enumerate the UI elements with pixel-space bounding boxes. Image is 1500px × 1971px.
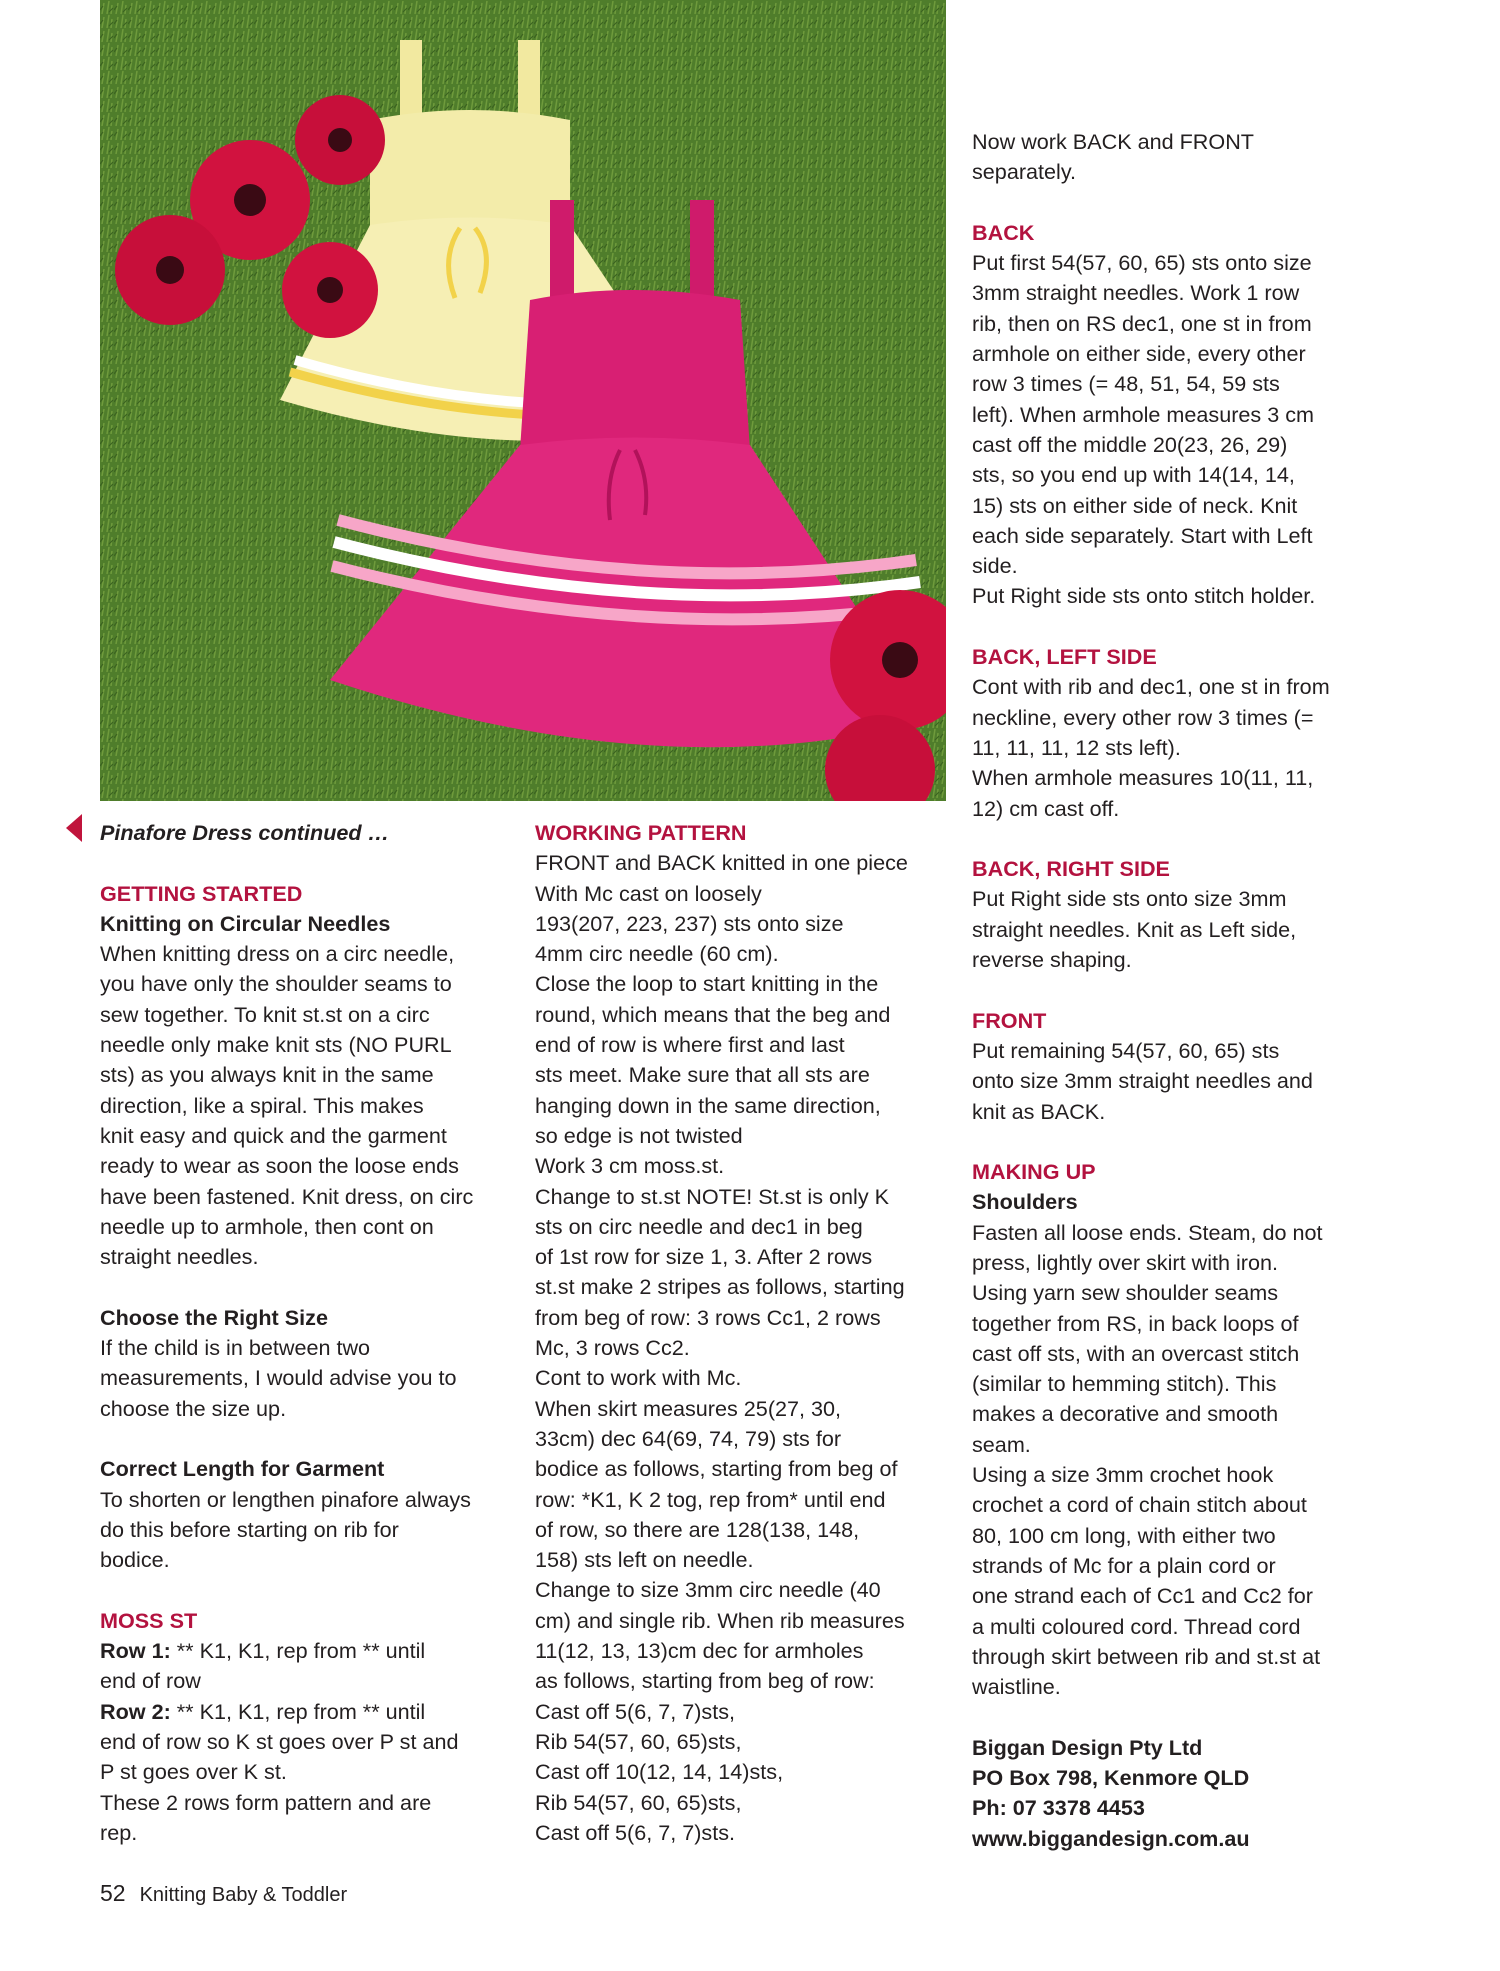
text-line: 193(207, 223, 237) sts onto size [535, 910, 844, 936]
text-line: When armhole measures 10(11, 11, [972, 765, 1314, 791]
text-line: 11, 11, 11, 12 sts left). [972, 734, 1181, 760]
text-line: Put Right side sts onto stitch holder. [972, 583, 1316, 609]
text-line: cm) and single rib. When rib measures [535, 1607, 905, 1633]
text-line: press, lightly over skirt with iron. [972, 1249, 1279, 1275]
text-line: These 2 rows form pattern and are [100, 1789, 432, 1815]
text-line: Using yarn sew shoulder seams [972, 1280, 1279, 1306]
text-line: onto size 3mm straight needles and [972, 1068, 1313, 1094]
moss-st-heading: MOSS ST [100, 1607, 198, 1633]
text-line: When skirt measures 25(27, 30, [535, 1395, 842, 1421]
page-number: 52 [100, 1880, 126, 1906]
text-line: so edge is not twisted [535, 1122, 743, 1148]
text-line: bodice. [100, 1547, 170, 1573]
text-line: 11(12, 13, 13)cm dec for armholes [535, 1638, 864, 1664]
publication-title: Knitting Baby & Toddler [139, 1884, 348, 1906]
text-line: To shorten or lengthen pinafore always [100, 1486, 471, 1512]
text-line: do this before starting on rib for [100, 1516, 399, 1542]
row1-line [100, 1636, 520, 1666]
left-column [100, 818, 520, 1848]
back-text [972, 248, 1412, 612]
front-heading: FRONT [972, 1007, 1047, 1033]
text-line: waistline. [972, 1674, 1061, 1700]
working-pattern-heading: WORKING PATTERN [535, 820, 747, 845]
continued-arrow-icon [66, 814, 82, 842]
text-line: sts, so you end up with 14(14, 14, [972, 462, 1295, 488]
text-line: 12) cm cast off. [972, 795, 1120, 821]
text-line: row 3 times (= 48, 51, 54, 59 sts [972, 371, 1280, 397]
business-phone: Ph: 07 3378 4453 [972, 1795, 1145, 1821]
making-up-heading: MAKING UP [972, 1159, 1096, 1185]
text-line: Fasten all loose ends. Steam, do not [972, 1219, 1323, 1245]
text-line: strands of Mc for a plain cord or [972, 1552, 1276, 1578]
text-line: 80, 100 cm long, with either two [972, 1522, 1276, 1548]
text-line: makes a decorative and smooth [972, 1401, 1279, 1427]
row2-text: ** K1, K1, rep from ** until [170, 1698, 426, 1724]
text-line: straight needles. Knit as Left side, [972, 916, 1297, 942]
text-line: have been fastened. Knit dress, on circ [100, 1183, 474, 1209]
text-line: With Mc cast on loosely [535, 880, 762, 906]
text-line: Mc, 3 rows Cc2. [535, 1335, 690, 1361]
back-right-side-heading: BACK, RIGHT SIDE [972, 856, 1170, 882]
text-line: 4mm circ needle (60 cm). [535, 941, 779, 967]
text-line: end of row so K st goes over P st and [100, 1728, 459, 1754]
working-pattern-text [535, 848, 965, 1848]
text-line: each side separately. Start with Left [972, 522, 1313, 548]
text-line: sts on circ needle and dec1 in beg [535, 1213, 863, 1239]
text-line: P st goes over K st. [100, 1759, 287, 1785]
text-line: straight needles. [100, 1244, 259, 1270]
text-line: Put Right side sts onto size 3mm [972, 886, 1287, 912]
back-heading: BACK [972, 219, 1035, 245]
business-address: PO Box 798, Kenmore QLD [972, 1765, 1250, 1791]
text-line: If the child is in between two [100, 1335, 371, 1361]
text-line: Put first 54(57, 60, 65) sts onto size [972, 250, 1312, 276]
text-line: left). When armhole measures 3 cm [972, 401, 1315, 427]
pinafore-dresses-photo [100, 0, 946, 801]
text-line: (similar to hemming stitch). This [972, 1371, 1277, 1397]
text-line: Close the loop to start knitting in the [535, 971, 879, 997]
back-left-side-text [972, 672, 1412, 823]
text-line: crochet a cord of chain stitch about [972, 1492, 1307, 1518]
text-line: Rib 54(57, 60, 65)sts, [535, 1789, 742, 1815]
continued-note: Pinafore Dress continued … [100, 820, 390, 845]
text-line: cast off sts, with an overcast stitch [972, 1340, 1300, 1366]
text-line: from beg of row: 3 rows Cc1, 2 rows [535, 1304, 881, 1330]
text-line: end of row [100, 1668, 201, 1694]
text-line: 158) sts left on needle. [535, 1547, 754, 1573]
text-line: rib, then on RS dec1, one st in from [972, 310, 1312, 336]
making-up-text [972, 1218, 1412, 1703]
text-line: through skirt between rib and st.st at [972, 1643, 1321, 1669]
text-line: round, which means that the beg and [535, 1001, 891, 1027]
right-size-subheading: Choose the Right Size [100, 1304, 328, 1330]
text-line: Change to st.st NOTE! St.st is only K [535, 1183, 890, 1209]
text-line: knit easy and quick and the garment [100, 1122, 447, 1148]
row1-text: ** K1, K1, rep from ** until [170, 1638, 426, 1664]
text-line: end of row is where first and last [535, 1032, 845, 1058]
text-line: needle only make knit sts (NO PURL [100, 1032, 452, 1058]
text-line: neckline, every other row 3 times (= [972, 704, 1314, 730]
text-line: seam. [972, 1431, 1031, 1457]
front-text [972, 1036, 1412, 1127]
text-line: you have only the shoulder seams to [100, 971, 452, 997]
text-line: ready to wear as soon the loose ends [100, 1153, 459, 1179]
text-line: Cont to work with Mc. [535, 1365, 742, 1391]
text-line: st.st make 2 stripes as follows, starting [535, 1274, 905, 1300]
text-line: FRONT and BACK knitted in one piece [535, 850, 908, 876]
text-line: sew together. To knit st.st on a circ [100, 1001, 430, 1027]
text-line: of 1st row for size 1, 3. After 2 rows [535, 1244, 873, 1270]
business-name: Biggan Design Pty Ltd [972, 1734, 1203, 1760]
text-line: bodice as follows, starting from beg of [535, 1456, 898, 1482]
text-line: Now work BACK and FRONT [972, 129, 1254, 154]
text-line: 33cm) dec 64(69, 74, 79) sts for [535, 1425, 842, 1451]
correct-length-subheading: Correct Length for Garment [100, 1456, 385, 1482]
text-line: Work 3 cm moss.st. [535, 1153, 725, 1179]
text-line: row: *K1, K 2 tog, rep from* until end [535, 1486, 886, 1512]
page-footer [100, 1880, 347, 1907]
text-line: hanging down in the same direction, [535, 1092, 881, 1118]
text-line: separately. [972, 159, 1077, 185]
right-column [972, 127, 1412, 1854]
text-line: 15) sts on either side of neck. Knit [972, 492, 1298, 518]
row2-line [100, 1697, 520, 1727]
text-line: together from RS, in back loops of [972, 1310, 1299, 1336]
text-line: Cast off 5(6, 7, 7)sts. [535, 1819, 736, 1845]
back-right-side-text [972, 884, 1412, 975]
text-line: Cast off 5(6, 7, 7)sts, [535, 1698, 736, 1724]
back-left-side-heading: BACK, LEFT SIDE [972, 644, 1157, 670]
text-line: cast off the middle 20(23, 26, 29) [972, 431, 1288, 457]
business-contact [972, 1733, 1412, 1854]
text-line: Using a size 3mm crochet hook [972, 1462, 1274, 1488]
text-line: side. [972, 553, 1018, 579]
text-line: choose the size up. [100, 1395, 287, 1421]
text-line: Cont with rib and dec1, one st in from [972, 674, 1330, 700]
text-line: armhole on either side, every other [972, 341, 1306, 367]
circular-needles-subheading: Knitting on Circular Needles [100, 910, 391, 936]
text-line: sts) as you always knit in the same [100, 1062, 434, 1088]
text-line: sts meet. Make sure that all sts are [535, 1062, 870, 1088]
row1-label: Row 1: [100, 1638, 171, 1664]
text-line: knit as BACK. [972, 1098, 1106, 1124]
shoulders-subheading: Shoulders [972, 1189, 1078, 1215]
text-line: Rib 54(57, 60, 65)sts, [535, 1728, 742, 1754]
getting-started-heading: GETTING STARTED [100, 880, 303, 906]
text-line: Cast off 10(12, 14, 14)sts, [535, 1759, 784, 1785]
text-line: rep. [100, 1819, 138, 1845]
middle-column [535, 818, 965, 1848]
business-website-link[interactable]: www.biggandesign.com.au [972, 1825, 1250, 1851]
text-line: Put remaining 54(57, 60, 65) sts [972, 1037, 1280, 1063]
text-line: of row, so there are 128(138, 148, [535, 1516, 860, 1542]
text-line: a multi coloured cord. Thread cord [972, 1613, 1301, 1639]
text-line: 3mm straight needles. Work 1 row [972, 280, 1300, 306]
text-line: as follows, starting from beg of row: [535, 1668, 875, 1694]
text-line: When knitting dress on a circ needle, [100, 941, 455, 967]
text-line: Change to size 3mm circ needle (40 [535, 1577, 881, 1603]
text-line: direction, like a spiral. This makes [100, 1092, 424, 1118]
text-line: needle up to armhole, then cont on [100, 1213, 434, 1239]
text-line: measurements, I would advise you to [100, 1365, 457, 1391]
text-line: one strand each of Cc1 and Cc2 for [972, 1583, 1313, 1609]
text-line: reverse shaping. [972, 947, 1132, 973]
row2-label: Row 2: [100, 1698, 171, 1724]
